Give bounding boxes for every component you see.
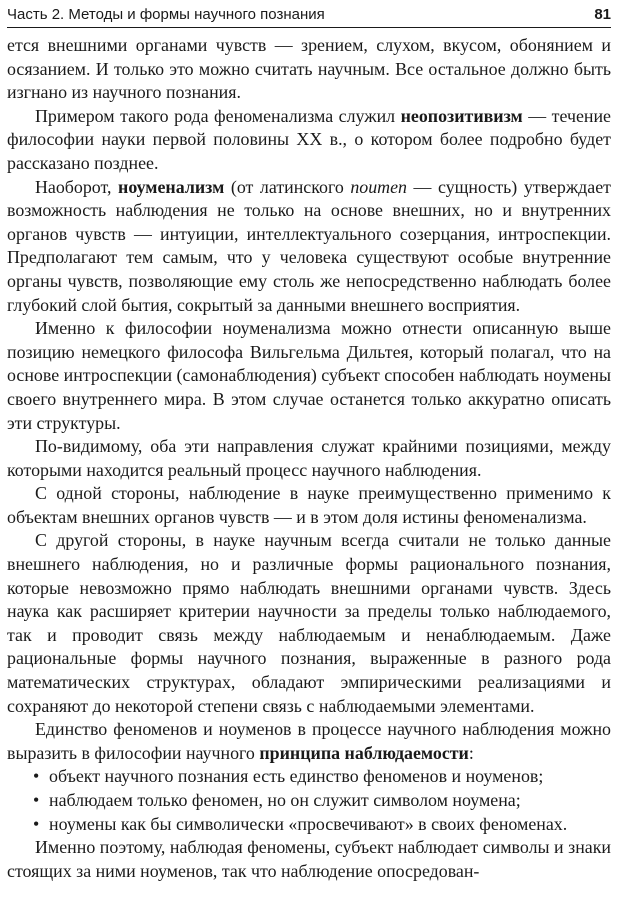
body-text — [7, 34, 611, 883]
paragraph-2 — [7, 105, 611, 176]
running-header — [7, 6, 611, 28]
paragraph-6: С одной стороны, наблюдение в науке преимущественно применимо к объектам внешних органов чувств — и в этом доля истины феноменализма. — [7, 483, 611, 527]
list-item: • наблюдаем только феномен, но он служит символом ноумена; — [35, 789, 611, 813]
term-observability-principle: принципа наблюдаемости — [259, 742, 469, 763]
chapter-title: Часть 2. Методы и формы научного познания — [7, 6, 325, 23]
list-item: • ноумены как бы символически «просвечивают» в своих феноменах. — [35, 813, 611, 837]
paragraph-3 — [7, 176, 611, 318]
paragraph-8-after: : — [468, 742, 474, 763]
paragraph-3-middle: (от латинского — [224, 176, 351, 197]
paragraph-1: ется внешними органами чувств — зрением, слухом, вкусом, обонянием и осязанием. И только это можно считать научным. Все остальное должно быть изгнано из научного познания. — [7, 35, 611, 103]
paragraph-2-before: Примером такого рода феноменализма служил — [35, 105, 401, 126]
paragraph-3-after: — сущность) утверждает возможность наблюдения не только на основе внешних, но и внутренних органов чувств — интуиции, интеллектуального созерцания, интроспекции. Предполагают тем самым, что у человека существуют особые внутренние органы чувств, позволяющие ему столь же непосредственно наблюдать более глубокий слой бытия, сокрытый за данными внешнего восприятия. — [7, 176, 611, 315]
paragraph-8 — [7, 718, 611, 765]
paragraph-9: Именно поэтому, наблюдая феномены, субъект наблюдает символы и знаки стоящих за ними ноуменов, так что наблюдение опосредован- — [7, 837, 611, 881]
page-number: 81 — [594, 6, 611, 23]
principle-list — [7, 765, 611, 836]
paragraph-8-before: Единство феноменов и ноуменов в процессе научного наблюдения можно выразить в философии научного — [7, 719, 611, 763]
list-item: • объект научного познания есть единство феноменов и ноуменов; — [35, 765, 611, 789]
paragraph-7: С другой стороны, в науке научным всегда считали не только данные внешнего наблюдения, но и различные формы рационального познания, которые невозможно прямо наблюдать внешними органами чувств. Здесь наука как расширяет критерии научности за пределы только наблюдаемого, так и проводит связь между наблюдаемым и ненаблюдаемым. Даже рациональные формы научного познания, выраженные в разного рода математических структурах, обладают эмпирическими реализациями и сохраняют до некоторой степени связь с наблюдаемыми элементами. — [7, 530, 611, 716]
paragraph-5: По-видимому, оба эти направления служат крайними позициями, между которыми находится реальный процесс научного наблюдения. — [7, 436, 611, 480]
paragraph-3-before: Наоборот, — [35, 176, 119, 197]
term-noumenalism: ноуменализм — [118, 176, 225, 197]
paragraph-2-after: — течение философии науки первой половины XX в., о котором более подробно будет рассказано позднее. — [7, 105, 611, 173]
latin-word: noumen — [350, 176, 407, 197]
paragraph-4: Именно к философии ноуменализма можно отнести описанную выше позицию немецкого философа Вильгельма Дильтея, который полагал, что на основе интроспекции (самонаблюдения) субъект способен наблюдать ноумены своего внутреннего мира. В этом случае останется только аккуратно описать эти структуры. — [7, 318, 611, 433]
term-neopositivism: неопозитивизм — [400, 105, 523, 126]
